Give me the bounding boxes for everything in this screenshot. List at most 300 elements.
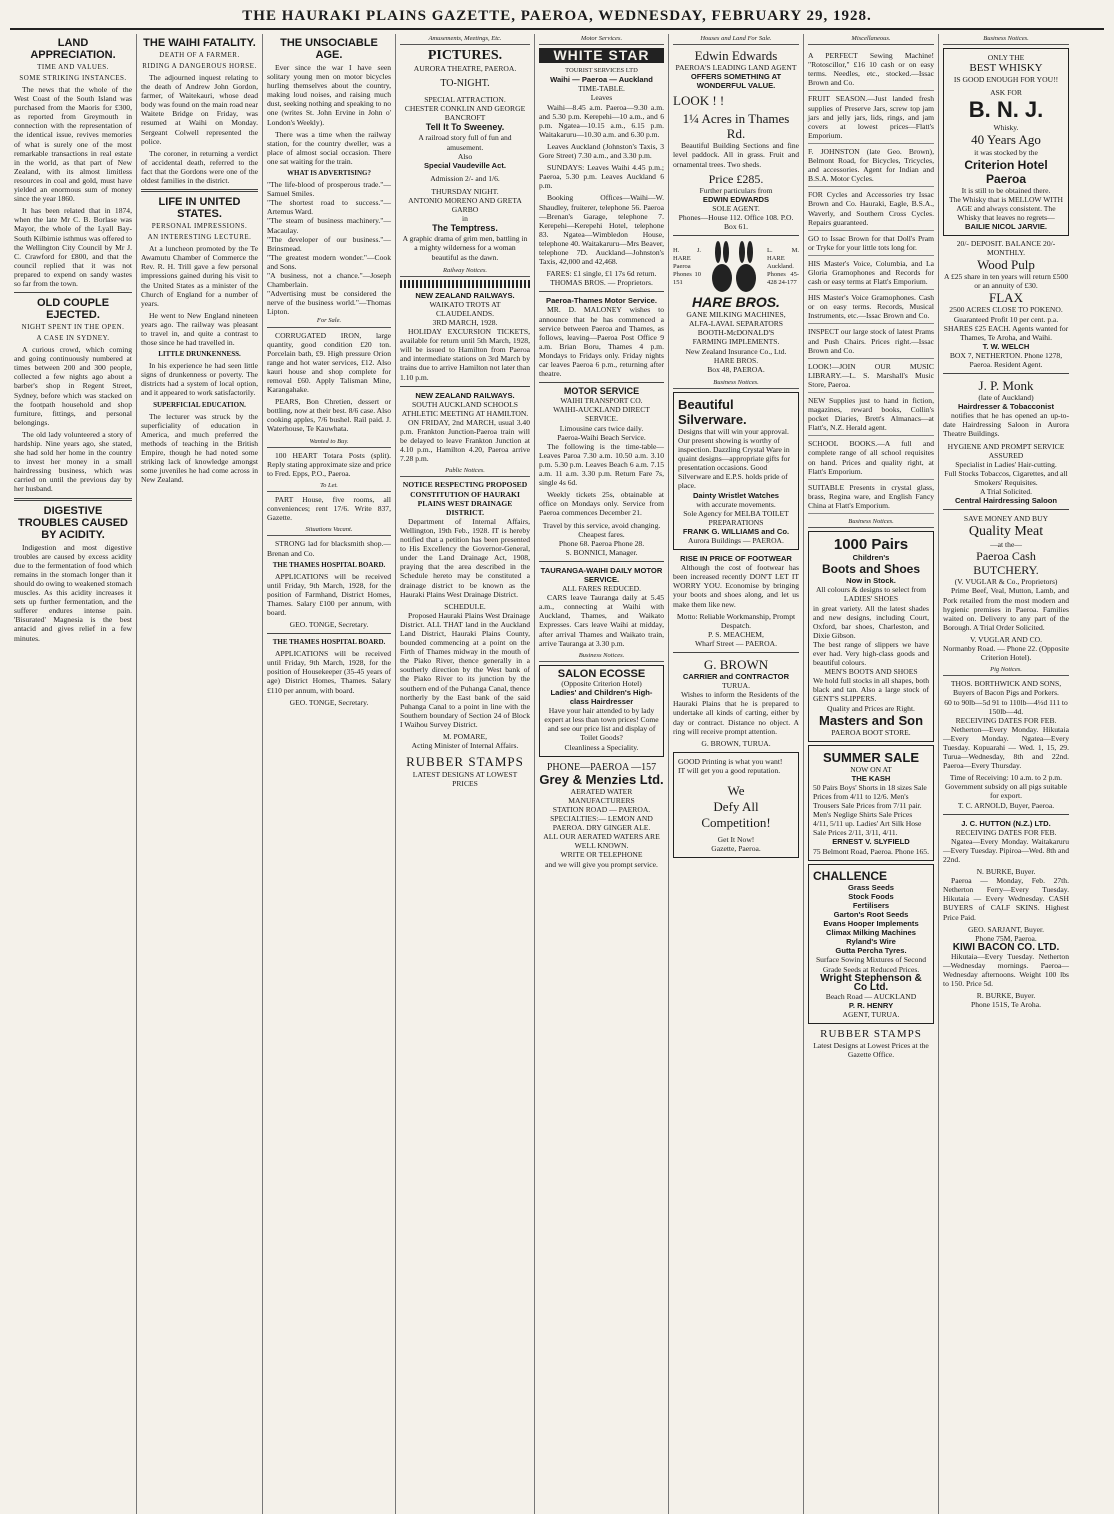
service: Limousine cars twice daily. [559, 423, 644, 433]
trial: A Trial Solicited. [979, 487, 1033, 496]
phone: Phone 75M, Paeroa. [975, 933, 1037, 943]
footwear-title: RISE IN PRICE OF FOOTWEAR [680, 554, 792, 564]
gazette-ad [673, 752, 799, 858]
whisky-ad [943, 48, 1069, 236]
phone: Phone 151S, Te Aroha. [971, 1000, 1041, 1010]
section-head: Situations Vacant. [267, 525, 391, 536]
sale-text: 50 Pairs Boys' Shorts in 18 sizes Sale Prices from 4/11 to 12/6. Men's Trousers Sale Prices from 7/11 pair. Men's Neglige Shirts Sale Prices 4/11, 5/11 up. Ladies' Art Silk Hose Sale Prices 2/11, 3/11, 4/11. [813, 782, 927, 838]
service-text: MR. D. MALONEY wishes to announce that he has commenced a service between Paeroa and Thames, as follows, leaving—Paeroa Post Office 9 a.m. Brian Boru, Thames 4 p.m. Mondays to Fridays only. Friday nights car leaves Paeroa 6 p.m., returning after theatre. [539, 305, 664, 379]
article-paragraph: There was a time when the railway station, for the country dweller, was a place of almost social occasion. There one sat waiting for the train. [267, 129, 391, 166]
company: WAIHI TRANSPORT CO. [560, 396, 643, 406]
slyfield: ERNEST V. SLYFIELD [832, 837, 910, 847]
rubber-stamps-sub: Latest Designs at Lowest Prices at the Gazette Office. [813, 1041, 929, 1060]
rubber-stamps: RUBBER STAMPS [406, 754, 524, 770]
quote-line: "Advertising must be considered the nerve of the business world."—Thomas Lipton. [267, 289, 391, 317]
gm-line: SPECIALTIES:— LEMON AND PAEROA. DRY GINGER ALE. [550, 814, 653, 833]
whisky-line: IS GOOD ENOUGH FOR YOU!! [953, 75, 1059, 85]
product: Evans Hooper Implements [823, 919, 919, 929]
article-title: LAND APPRECIATION. [30, 37, 116, 61]
article-subtitle: SOME STRIKING INSTANCES. [19, 74, 127, 82]
stars: CHESTER CONKLIN AND GEORGE BANCROFT [404, 104, 526, 123]
quote-line: "The developer of our business."—Brinsmead. [267, 234, 391, 253]
welch: T. W. WELCH [982, 341, 1030, 351]
competition: Competition! [701, 814, 771, 830]
central-saloon: Central Hairdressing Saloon [954, 496, 1058, 506]
notice-text: Proposed Hauraki Plains West Drainage District. ALL THAT land in the Auckland Land District, Hauraki Plains County, bounded commencing at a point on the Firth of Thames midway in the mouth of the Piako River, thence generally in a southerly direction by the West bank of the Piako River to its junction by the southern end of the Puhanga Canal, thence northerly by the East bank of the said Puhanga Canal to a point in line with the Southern boundary of Section 24 of Block I Waihou Survey District. [400, 610, 530, 729]
we: We [727, 782, 745, 798]
agent-line: OFFERS SOMETHING AT WONDERFUL VALUE. [690, 72, 782, 91]
route: Waihi — Paeroa — Auckland [550, 75, 653, 85]
service: Travel by this service, avoid changing. Cheapest fares. [542, 520, 661, 539]
article-title: OLD COUPLE EJECTED. [36, 297, 110, 322]
monk-text: notifies that he has opened an up-to-date Hairdressing Saloon in Aurora Theatre Buildings. [943, 411, 1069, 439]
best-text: The best range of slippers we have ever had. Very high-class goods and beautiful colours. [813, 639, 929, 668]
salon-ad [539, 665, 664, 757]
article-title: THE WAIHI FATALITY. [143, 37, 256, 49]
leaves: Leaves [590, 93, 613, 103]
wright-stephenson: Wright Stephenson & Co Ltd. [820, 972, 922, 993]
fares: FARES: £1 single, £1 17s 6d return. [546, 269, 657, 279]
hare-header [673, 240, 799, 294]
prime-text: Prime Beef, Veal, Mutton, Lamb, and Pork retailed from the most modern and hygienic premises in Paeroa. Families waited on. Delivery to any part of the Borough. A Trial Order Solicited. [943, 586, 1069, 632]
divider [539, 382, 664, 383]
trots-date: 3RD MARCH, 1928. [432, 317, 498, 327]
section-head: Pig Notices. [943, 665, 1069, 676]
schedule: SCHEDULE. [444, 601, 486, 611]
agent-line: PAEROA'S LEADING LAND AGENT [675, 63, 797, 73]
article-paragraph: The coroner, in returning a verdict of accidental death, referred to the fact that the Gordons were one of the oldest families in the district. [141, 148, 258, 186]
advert-title: DIGESTIVE TROUBLES CAUSED BY ACIDITY. [17, 504, 128, 541]
classified: CORRUGATED IRON, large quantity, good condition £20 ton. Porcelain bath, £9. High pressure Orion range and hot water services, £12. Also kauri house and shop complete for removal £60. Apply Talisman Mine, Karangahake. [267, 330, 391, 395]
agent-name: EDWIN EDWARDS [702, 194, 770, 204]
special: SPECIAL ATTRACTION. [424, 95, 506, 105]
article-paragraph: Ever since the war I have seen solitary young men on motor bicycles hurling themselves about the country, making loud noises, and raising much dust, seeking nothing and speaking to no one (writes St. John Ervine in John o' London's Weekly). [267, 63, 391, 127]
notice-title: NOTICE RESPECTING PROPOSED CONSTITUTION OF HAURAKI PLAINS WEST DRAINAGE DISTRICT. [402, 480, 528, 517]
salon-name: SALON ECOSSE [557, 667, 646, 680]
article-subtitle: TIME AND VALUES. [37, 63, 109, 71]
admission: Admission 2/- and 1/6. [430, 173, 500, 183]
motto: Motto: Reliable Workmanship, Prompt Despatch. [676, 611, 796, 630]
acres: 2500 ACRES CLOSE TO POKENO. [949, 305, 1063, 315]
column-7 [804, 34, 939, 1514]
motor-service: MOTOR SERVICE [563, 386, 640, 397]
look: LOOK ! ! [673, 93, 725, 109]
classified: PART House, five rooms, all conveniences; rent 17/6. Write 837, Gazette. [267, 495, 391, 523]
article-subtitle: PERSONAL IMPRESSIONS. [151, 222, 248, 231]
proprietors: (V. VUGLAR & Co., Proprietors) [954, 577, 1058, 587]
hare-rabbits-icon [704, 240, 764, 294]
quote-line: "A business, not a chance."—Joseph Chamberlain. [267, 270, 391, 290]
notice-text: APPLICATIONS will be received until Friday, 9th March, 1928, for the position of Housekeeper (35-45 years of age) District Homes, Thames. Salary £110 per annum, with board. [267, 649, 391, 695]
rubber-stamps: RUBBER STAMPS [820, 1028, 922, 1041]
sale-ad [808, 745, 934, 861]
timetable: TIME-TABLE. [578, 84, 625, 94]
masters: Masters and Son [818, 712, 924, 728]
notice-sign: GEO. TONGE, Secretary. [289, 620, 369, 630]
challenge-ad [808, 864, 934, 1024]
quote-line: "The greatest modern wonder."—Cook and Sons. [267, 252, 391, 271]
flax: FLAX [989, 290, 1023, 306]
article-paragraph: In his experience he had seen little signs of drunkenness or poverty. The districts had a system of local option, and it appeared to work satisfactorily. [141, 361, 258, 398]
pulp-text: A £25 share in ten years will return £500 or an annuity of £30. [943, 272, 1068, 291]
summer-sale: SUMMER SALE [822, 749, 920, 765]
misc-ad: NEW Supplies just to hand in fiction, magazines, reward books, Collin's pocket Diaries, Brett's Almanacs—at Flatt's, N.Z. Herald agent. [808, 393, 934, 436]
salon-text: Have your hair attended to by lady expert at less than town prices! Come and see our price list and display of Toilet Goods? [544, 706, 659, 743]
article-subhead: SUPERFICIAL EDUCATION. [153, 400, 246, 409]
arnold: T. C. ARNOLD, Buyer, Paeroa. [957, 800, 1055, 810]
gazette: Gazette, Paeroa. [711, 844, 761, 854]
shoes-ad [808, 531, 934, 742]
specialist: Specialist in Ladies' Hair-cutting. [955, 459, 1057, 469]
kiwi: KIWI BACON CO. LTD. [952, 941, 1060, 953]
slyfield-addr: 75 Belmont Road, Paeroa. Phone 165. [813, 846, 930, 856]
gm-line: AERATED WATER MANUFACTURERS [568, 786, 635, 805]
receiving-text: Paeroa — Monday, Feb. 27th. Netherton Ferry—Every Tuesday. Hikutaia — Every Wednesday. CASH BUYERS of CALF SKINS. Highest Price Paid. [943, 876, 1069, 922]
column-1 [10, 34, 137, 1514]
schools: SOUTH AUCKLAND SCHOOLS ATHLETIC MEETING AT HAMILTON. [401, 399, 529, 418]
article-title: THE UNSOCIABLE AGE. [280, 37, 378, 61]
divider [539, 561, 664, 562]
borthwick-text: Buyers of Bacon Pigs and Porkers. [953, 688, 1059, 698]
product: Stock Foods [848, 891, 894, 901]
silver-text: Designs that will win your approval. Our present showing is worthy of inspection. Dazzling Crystal Ware in quaint designs—appropriate gifts for presentation occasions. Good Silverware and E.P.S. holds pride of place. [678, 426, 790, 491]
fares: ALL FARES REDUCED. [561, 584, 642, 594]
defy: Defy All [713, 798, 759, 814]
article-paragraph: He went to New England nineteen years ago. The railway was pleasant to travel in, and quite a contrast to those since he had travelled in. [141, 310, 258, 348]
article-paragraph: At a luncheon promoted by the Te Awamutu Chamber of Commerce the Rev. R. H. Trill gave a few personal impressions gained during his visit to the United States as a minister of the Church of England for a number of years. [141, 244, 258, 308]
divider [14, 498, 132, 501]
product: Gutta Percha Tyres. [835, 946, 907, 956]
columns [10, 34, 1104, 1514]
section-head: Wanted to Buy. [267, 437, 391, 448]
borthwick: THOS. BORTHWICK AND SONS, [950, 679, 1062, 689]
article-paragraph: The old lady volunteered a story of hardship. Nine years ago, she stated, she had sold her home in the country to invest her money in a small hairdressing business, which was carried on until the previous day by her husband. [14, 429, 132, 494]
further: Further particulars from [699, 185, 773, 195]
butchery: Paeroa Cash BUTCHERY. [973, 549, 1039, 578]
ladies-text: in great variety. All the latest shades and new designs, including Court, Oxford, bar shoes, Charleston, and Dixie Gibson. [813, 603, 929, 640]
divider [267, 633, 391, 634]
kash: THE KASH [851, 773, 891, 783]
section-head: Miscellaneous. [808, 34, 934, 45]
get-it: Get It Now! [717, 834, 755, 844]
boots: Boots and Shoes [821, 562, 920, 577]
salon-sub: (Opposite Criterion Hotel) [561, 678, 642, 688]
rburke: R. BURKE, Buyer. [976, 991, 1036, 1001]
watches-sub: with accurate movements. [696, 499, 776, 509]
melba: Sole Agency for MELBA TOILET PREPARATIONS [683, 508, 789, 527]
section-head: For Sale. [267, 316, 391, 327]
rates: 60 to 90lb—5d 91 to 110lb—4½d 111 to 150lb—4d. [944, 697, 1068, 716]
quote-line: "The steam of business machinery."—Macaulay. [267, 216, 391, 235]
railways: NEW ZEALAND RAILWAYS. [415, 390, 515, 400]
stars: ANTONIO MORENO AND GRETA GARBO [408, 196, 522, 215]
hare-line: BOOTH-McDONALD'S [697, 328, 775, 338]
challenge: CHALLENCE [813, 868, 887, 883]
subsidy: Government subsidy on all pigs suitable for export. [944, 782, 1068, 801]
section-head: Railway Notices. [400, 266, 530, 277]
service-text: Weekly tickets 25s, obtainable at office on Mondays only. Service from Paeroa commences December 21. [539, 490, 664, 518]
phone: Phone 68. Paeroa Phone 28. [558, 538, 645, 548]
childrens: Children's [852, 553, 890, 563]
divider [943, 814, 1069, 815]
silver-title: Beautiful Silverware. [678, 396, 747, 427]
sign: M. POMARE, [442, 732, 488, 741]
divider [943, 509, 1069, 510]
white-star-logo: WHITE STAR [539, 48, 664, 63]
hare-contact: L. M. HARE Auckland. Phones 45-428 24-177 [767, 247, 799, 287]
schedule-text: SUNDAYS: Leaves Waihi 4.45 p.m.; Paeroa, 5.30 p.m. Leaves Auckland 6 p.m. [539, 163, 664, 191]
service-title: TAURANGA-WAIHI DAILY MOTOR SERVICE. [540, 565, 663, 584]
acres: 1¼ Acres in Thames Rd. [682, 111, 790, 142]
quality-meat: Quality Meat [968, 524, 1044, 540]
logo-sub: TOURIST SERVICES LTD [565, 67, 638, 75]
forty-years: 40 Years Ago [971, 132, 1041, 148]
hare-line: ALFA-LAVAL SEPARATORS [688, 319, 784, 329]
quote-line: "The life-blood of prosperous trade."—Samuel Smiles. [267, 180, 391, 199]
column-2 [137, 34, 263, 1514]
service-text: The following is the time-table— Leaves Paroa 7.30 a.m. 10.50 a.m. 3.10 p.m. 5.30 p.m. Leaves Beach 6 a.m. 7.15 a.m. 11 a.m. 3.30 p.m. Return Fare 7s, single 4s 6d. [539, 441, 664, 488]
column-3 [263, 34, 396, 1514]
misc-ad: HIS Master's Voice, Columbia, and La Gloria Gramophones and Records for cash or easy terms at Flatt's Emporium. [808, 256, 934, 290]
section-head: Amusements, Meetings, Etc. [400, 34, 530, 45]
frank-addr: Aurora Buildings — PAEROA. [688, 536, 784, 545]
section-head: Business Notices. [808, 517, 934, 528]
product: Grass Seeds [847, 882, 894, 892]
hare-line: FARMING IMPLEMENTS. [692, 337, 780, 347]
stocked: it was stocked by the [974, 148, 1038, 158]
in-stock: Now in Stock. [846, 576, 896, 586]
sowing: Surface Sowing Mixtures of Second Grade Seeds at Reduced Prices. [815, 955, 927, 974]
gm-line: STATION ROAD — PAEROA. [552, 804, 651, 814]
agent-name: Edwin Edwards [694, 48, 778, 64]
theatre-name: AURORA THEATRE, PAEROA. [413, 64, 517, 74]
in: in [462, 214, 468, 224]
section-head: Public Notices. [400, 466, 530, 477]
gbrown-line: TURUA. [721, 681, 751, 691]
receiving-text: Netherton—Every Monday. Hikutaia—Every Monday. Ngatea—Every Tuesday. Kopuarahi — Wed. 1, 15, 29. Turua—Wednesday, 8th and 22nd. Paeroa—Every Thursday. [943, 724, 1069, 771]
divider [673, 235, 799, 236]
misc-ad: LOOK!—JOIN OUR MUSIC LIBRARY.—L. S. Marshall's Music Store, Paeroa. [808, 359, 934, 393]
column-4 [396, 34, 535, 1514]
section-head: Houses and Land For Sale. [673, 34, 799, 45]
tonight: TO-NIGHT. [440, 78, 490, 90]
classified: STRONG lad for blacksmith shop.—Brenan and Co. [267, 539, 391, 558]
hare-logo: HARE BROS. [692, 294, 780, 311]
section-head: Business Notices. [539, 651, 664, 662]
film-title: The Temptress. [432, 223, 498, 234]
notice-title: THE THAMES HOSPITAL BOARD. [272, 560, 386, 569]
misc-ad: A PERFECT Sewing Machine! "Rotoscillor," £16 10 cash or on easy terms. Needles, etc., stocked.—Issac Brown and Co. [808, 48, 934, 91]
classified: PEARS, Bon Chretien, dessert or bottling, now at their best. 8/6 case. Also cooking apples, 7/6 bushel. Rail paid. J. Waterhouse, Te Kauwhata. [267, 397, 392, 434]
bnj: B. N. J. [968, 97, 1044, 123]
silverware-ad [673, 392, 799, 550]
schedule-text: Booking Offices—Waihi—W. Shaudley, fruiterer, telephone 56. Paeroa—Brenan's Garage, telephone 7. Kerepehi—Kerepehi Hotel, telephone 83. Ngatea—Wimbledon House, telephone 40. Waitakaruru—Mrs Beaver, telephone 7D. Auckland—Johnston's Taxis, 42,000 and 42,468. [539, 193, 664, 267]
hare-line: GANE MILKING MACHINES, [686, 310, 786, 320]
burke: N. BURKE, Buyer. [976, 867, 1036, 877]
misc-ad: HIS Master's Voice Gramophones. Cash or on easy terms. Records, Musical Instruments, etc.—Issac Brown and Co. [808, 290, 934, 324]
masthead: THE HAURAKI PLAINS GAZETTE, PAEROA, WEDNESDAY, FEBRUARY 29, 1928. [10, 8, 1104, 30]
notice-sign: GEO. TONGE, Secretary. [289, 697, 369, 707]
mellow: The Whisky that is MELLOW WITH AGE and always consistent. The Whisky that leaves no regrets— [948, 194, 1064, 222]
column-8 [939, 34, 1073, 1514]
wood-pulp: Wood Pulp [977, 257, 1035, 273]
misc-ad: F. JOHNSTON (late Geo. Brown), Belmont Road, for Bicycles, Tricycles, and accessories. Agent for Indian and B.S.A. Motor Cycles. [808, 144, 934, 187]
at-the: —at the— [990, 540, 1022, 550]
misc-ad: FOR Cycles and Accessories try Issac Brown and Co. Hauraki, Eagle, B.S.A., Waverly, and Southern Cross Cycles. Repairs guaranteed. [808, 187, 934, 230]
misc-ad: SUITABLE Presents in crystal glass, brass, Regina ware, and English Fancy China at Flatt's Emporium. [808, 480, 934, 514]
hare-line: New Zealand Insurance Co., Ltd. [685, 346, 787, 356]
service: Paeroa-Waihi Beach Service. [557, 432, 646, 442]
meachem: P. S. MEACHEM, [708, 629, 764, 639]
article-title: LIFE IN UNITED STATES. [158, 196, 241, 221]
meachem: Wharf Street — PAEROA. [695, 638, 777, 648]
notice-title: THE THAMES HOSPITAL BOARD. [272, 638, 386, 647]
divider [400, 386, 530, 387]
vaudeville: Special Vaudeville Act. [423, 160, 507, 170]
henry: P. R. HENRY [848, 1000, 894, 1010]
classified: 100 HEART Totara Posts (split). Reply stating approximate size and price to Fred. Epps, P.O., Paeroa. [267, 450, 391, 478]
divider [141, 189, 258, 192]
divider [539, 291, 664, 292]
quote-line: "The shortest road to success."—Artemus Ward. [267, 198, 391, 217]
rubber-stamps-sub: LATEST DESIGNS AT LOWEST PRICES [412, 770, 518, 789]
welch-addr: BOX 7, NETHERTON. Phone 1278, Paeroa. Resident Agent. [949, 350, 1063, 369]
receiving: RECEIVING DATES FOR FEB. [955, 715, 1057, 725]
thursday: THURSDAY NIGHT. [431, 186, 499, 196]
service-title: Paeroa-Thames Motor Service. [546, 296, 657, 306]
receiving: RECEIVING DATES FOR FEB. [955, 827, 1057, 837]
sarjant: GEO. SARJANT, Buyer. [967, 924, 1044, 934]
gbrown-text: Wishes to inform the Residents of the Hauraki Plains that he is prepared to undertake all kinds of carting, either by day or contract. Distance no object. A ring will receive prompt attention. [673, 690, 799, 736]
printing-line: IT will get you a good reputation. [678, 765, 781, 775]
article-paragraph: The news that the whole of the West Coast of the South Island was purchased from the Maoris for £300, as reported from Greymouth in connection with the representation of the identical issue, revives memories of what is surely one of the most remarkable transactions in real estate in the world, as that part of New Zealand, with its almost limitless resources in coal and gold, must have yielded an enormous sum of money since the year 1860. [14, 85, 132, 204]
film-desc: A graphic drama of grim men, battling in a mighty wilderness for a woman beautiful as the dawn. [402, 234, 528, 262]
article-subtitle: AN INTERESTING LECTURE. [147, 233, 252, 242]
hare-contact: H. J. HARE Paeroa Phones 10 151 [673, 247, 701, 287]
misc-ad: FRUIT SEASON.—Just landed fresh supplies of Preserve Jars, screw top jam jars and jelly jars, lids, rings, and jam covers at lowest prices—Flatt's Emporium. [808, 91, 934, 143]
salon-text: Cleanliness a Speciality. [564, 742, 639, 752]
notice-text: HOLIDAY EXCURSION TICKETS, available for return until 5th March, 1928, will be issued to Hamilton from Paeroa and intermediate stations on 3rd March by trains due to arrive Hamilton not later than 1.10 p.m. [400, 327, 530, 382]
service: WAIHI-AUCKLAND DIRECT SERVICE. [553, 405, 650, 424]
frank: FRANK G. WILLIAMS and Co. [682, 526, 790, 536]
hare-line: Box 48, PAEROA. [707, 364, 765, 374]
notice-text: APPLICATIONS will be received until Friday, 9th March, 1928, for the position of Farmhand, District Homes, Thames. Salary £100 per annum, with board. [267, 571, 391, 617]
gm-phone: PHONE—PAEROA —157 [546, 761, 657, 773]
misc-ad: INSPECT our large stock of latest Prams and Push Chairs. Prices right.—Issac Brown and Co. [808, 324, 934, 358]
hygiene: HYGIENE AND PROMPT SERVICE ASSURED [947, 441, 1065, 460]
hare-line: HARE BROS. [713, 355, 759, 365]
agent-line: Phones—House 112. Office 108. P.O. Box 61. [678, 212, 794, 232]
article-paragraph: It has been related that in 1874, when the late Mr C. B. Borlase was Mayor, the whole of the Lyall Bay-South Kilbirnie isthmus was offered to the Wellington City Council by Mr J. C. Crawford for £800, and that the council replied that it was not prepared to expend on sandy wastes so far from the town. [14, 206, 132, 288]
railways: NEW ZEALAND RAILWAYS. [415, 290, 515, 300]
film-desc: A railroad story full of fun and amusement. [418, 133, 512, 152]
now-at: NOW ON AT [850, 764, 892, 774]
criterion: Criterion Hotel [964, 157, 1048, 172]
advert-text: Indigestion and most digestive troubles are caused by excess acidity due to the fermentation of food which remains in the stomach longer than it should do owing to weakened stomach muscles. As this acidity increases it sets up further fermentation, and the sufferer endures intense pain. 'Bisurated' Magnesia is the best antacid and gives relief in a few minutes. [14, 542, 132, 643]
article-paragraph: The lecturer was struck by the superficiality of education in America, and much preferred the methods of teaching in the British Empire, though he had noted some striking lack of knowledge amongst some juveniles he had come across in New Zealand. [141, 411, 258, 485]
colours: All colours & designs to select from [815, 585, 927, 595]
guaranteed: Guaranteed Profit 10 per cent. p.a. SHARES £25 EACH. Agents wanted for Thames, Te Aroha, and Waihi. [943, 314, 1069, 342]
pairs: 1000 Pairs [833, 536, 909, 554]
also: Also [457, 151, 473, 161]
monk: J. P. Monk [978, 378, 1034, 394]
gbrown-line: CARRIER and CONTRACTOR [682, 672, 790, 682]
schedule-text: Waihi—8.45 a.m. Paeroa—9.30 a.m. and 5.30 p.m. Kerepehi—10 a.m., and 6 p.m. Ngatea—10.15 a.m., 6.15 p.m. Waitakaruru—10.30 a.m. and 6.30 p.m. [539, 102, 664, 139]
notice-text: Department of Internal Affairs, Wellington, 19th Feb., 1928. IT is hereby notified that a petition has been presented to His Excellency the Governor-General, under the Land Drainage Act, 1908, praying that the area described in the Schedule hereto may be constituted a drainage district to be known as the Hauraki Plains West Drainage District. [400, 516, 530, 599]
footwear-text: Although the cost of footwear has been increased recently DON'T LET IT WORRY YOU. Economise by bringing your boots and shoes along, and let us make them like new. [673, 563, 799, 609]
henry-agent: AGENT, TURUA. [842, 1009, 900, 1019]
article-subhead: LITTLE DRUNKENNESS. [158, 350, 241, 359]
section-head: Business Notices. [673, 378, 799, 389]
monk-line: (late of Auckland) [978, 393, 1034, 403]
service-text: CARS leave Tauranga daily at 5.45 a.m., connecting at Waihi with Auckland, Thames, and Waikato Expresses. Cars leave Waihi at midday, after arrival Thames and Waikato train, arrive Tauranga at 3.30 p.m. [539, 593, 664, 648]
trots: WAIKATO TROTS AT CLAUDELANDS. [429, 299, 501, 318]
hutton: J. C. HUTTON (N.Z.) LTD. [961, 818, 1051, 828]
mens: MEN'S BOOTS AND SHOES [824, 667, 918, 677]
monk-line: Hairdresser & Tobacconist [957, 402, 1055, 412]
schedule-text: Leaves Auckland (Johnston's Taxis, 3 Gore Street) 7.30 a.m., and 3.30 p.m. [539, 141, 664, 161]
article-subtitle: A CASE IN SYDNEY. [36, 334, 110, 343]
ws-addr: Beach Road — AUCKLAND [825, 991, 917, 1001]
section-head: Motor Services. [539, 34, 664, 45]
article-subtitle: DEATH OF A FARMER. [159, 51, 240, 59]
save-money: SAVE MONEY AND BUY [963, 514, 1049, 524]
column-5 [535, 34, 669, 1514]
sign: Acting Minister of Internal Affairs. [411, 741, 519, 751]
section-head: Business Notices. [943, 34, 1069, 45]
ladies: LADIES' SHOES [843, 594, 899, 604]
section-head: To Let. [267, 481, 391, 492]
paeroa: Paeroa [985, 171, 1027, 186]
divider [14, 292, 132, 293]
divider [943, 373, 1069, 374]
mens-text: We hold full stocks in all shapes, both black and tan. Also a large stock of GENT'S SLIPPERS. [813, 676, 929, 704]
quality: Quality and Prices are Right. [827, 703, 915, 713]
whisky-line: ONLY THE [987, 53, 1025, 63]
manager: S. BONNICI, Manager. [565, 547, 638, 557]
baillie: BAILIE NICOL JARVIE. [965, 221, 1047, 231]
divider [673, 652, 799, 653]
price: Price £285. [708, 171, 764, 186]
gbrown: G. BROWN [703, 657, 769, 673]
misc-ad: GO to Issac Brown for that Doll's Pram or Tryke for your little tots long for. [808, 231, 934, 256]
gm-line: ALL OUR AERATED WATERS ARE WELL KNOWN. [543, 832, 660, 851]
column-6 [669, 34, 804, 1514]
train-illustration [400, 280, 530, 288]
time: Time of Receiving: 10 a.m. to 2 p.m. [949, 773, 1063, 783]
tobacco: Full Stocks Tobaccos, Cigarettes, and all Smokers' Requisites. [944, 468, 1068, 487]
misc-ad: SCHOOL BOOKS.—A full and complete range of all school requisites on hand. Prices and quality right, at Flatt's Emporium. [808, 436, 934, 479]
article-subhead: WHAT IS ADVERTISING? [287, 169, 371, 178]
whisky: Whisky. [993, 123, 1019, 133]
pictures-heading: PICTURES. [427, 48, 503, 64]
ask-for: ASK FOR [990, 88, 1022, 98]
article-subtitle: NIGHT SPENT IN THE OPEN. [21, 323, 125, 332]
film-title: Tell It To Sweeney. [425, 122, 505, 133]
product: Climax Milking Machines [826, 928, 916, 938]
product: Garton's Root Seeds [833, 909, 909, 919]
kiwi-text: Hikutaia—Every Tuesday. Netherton—Wednesday mornings. Paeroa—Wednesday afternoons. Weight 100 lbs to 150. Price 5d. [943, 951, 1069, 989]
notice-text: ON FRIDAY, 2nd MARCH, usual 3.40 p.m. Frankton Junction-Paeroa train will be delayed to leave Frankton Junction at 4.10 p.m., Hamilton 4.20, Paeroa arrive 7.28 p.m. [400, 417, 530, 464]
printing-line: GOOD Printing is what you want! [678, 756, 783, 766]
product: Ryland's Wire [846, 937, 896, 947]
proprietors: THOMAS BROS. — Proprietors. [550, 278, 653, 288]
agent-line: SOLE AGENT. [712, 203, 760, 213]
product: Fertilisers [852, 900, 890, 910]
boot-store: PAEROA BOOT STORE. [831, 727, 911, 737]
receiving-text: Ngatea—Every Monday. Waitakaruru—Every Tuesday. Pipiroa—Wed. 8th and 22nd. [943, 836, 1069, 864]
salon-sub: Ladies' and Children's High-class Hairdresser [550, 688, 653, 707]
